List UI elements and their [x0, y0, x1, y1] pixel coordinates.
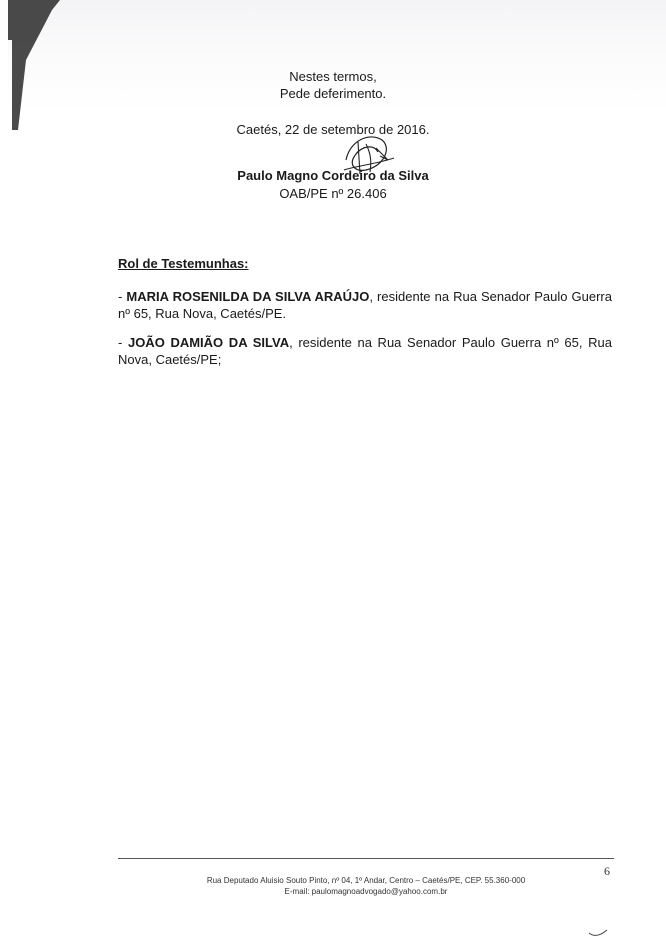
witness-name: MARIA ROSENILDA DA SILVA ARAÚJO: [126, 289, 370, 304]
closing-line-1: Nestes termos,: [289, 69, 377, 84]
witness-list-title: Rol de Testemunhas:: [118, 256, 249, 271]
witness-detail: , residente na Rua Senador Paulo Guerra nº 65, Rua Nova, Caetés/PE.: [118, 289, 612, 321]
signer-oab-number: OAB/PE nº 26.406: [279, 186, 387, 201]
footer-email: E-mail: paulomagnoadvogado@yahoo.com.br: [284, 887, 448, 896]
witness-detail: , residente na Rua Senador Paulo Guerra nº 65, Rua Nova, Caetés/PE;: [118, 335, 612, 367]
witness-prefix: -: [118, 335, 128, 350]
witness-item: [118, 334, 612, 368]
witness-prefix: -: [118, 289, 127, 304]
closing-line-2: Pede deferimento.: [279, 86, 387, 101]
footer-divider: [118, 858, 614, 859]
closing-formula: [0, 68, 666, 102]
signer-name: Paulo Magno Cordeiro da Silva: [237, 168, 429, 183]
date-place: Caetés, 22 de setembro de 2016.: [236, 122, 430, 137]
witness-name: JOÃO DAMIÃO DA SILVA: [127, 335, 290, 350]
footer-address: Rua Deputado Aluisio Souto Pinto, nº 04, 1º Andar, Centro – Caetés/PE, CEP. 55.360-000: [206, 876, 526, 885]
scan-shadow-edge: [0, 0, 60, 130]
page-number: 6: [604, 864, 610, 878]
pen-mark: [588, 928, 608, 938]
witness-item: [118, 288, 612, 322]
